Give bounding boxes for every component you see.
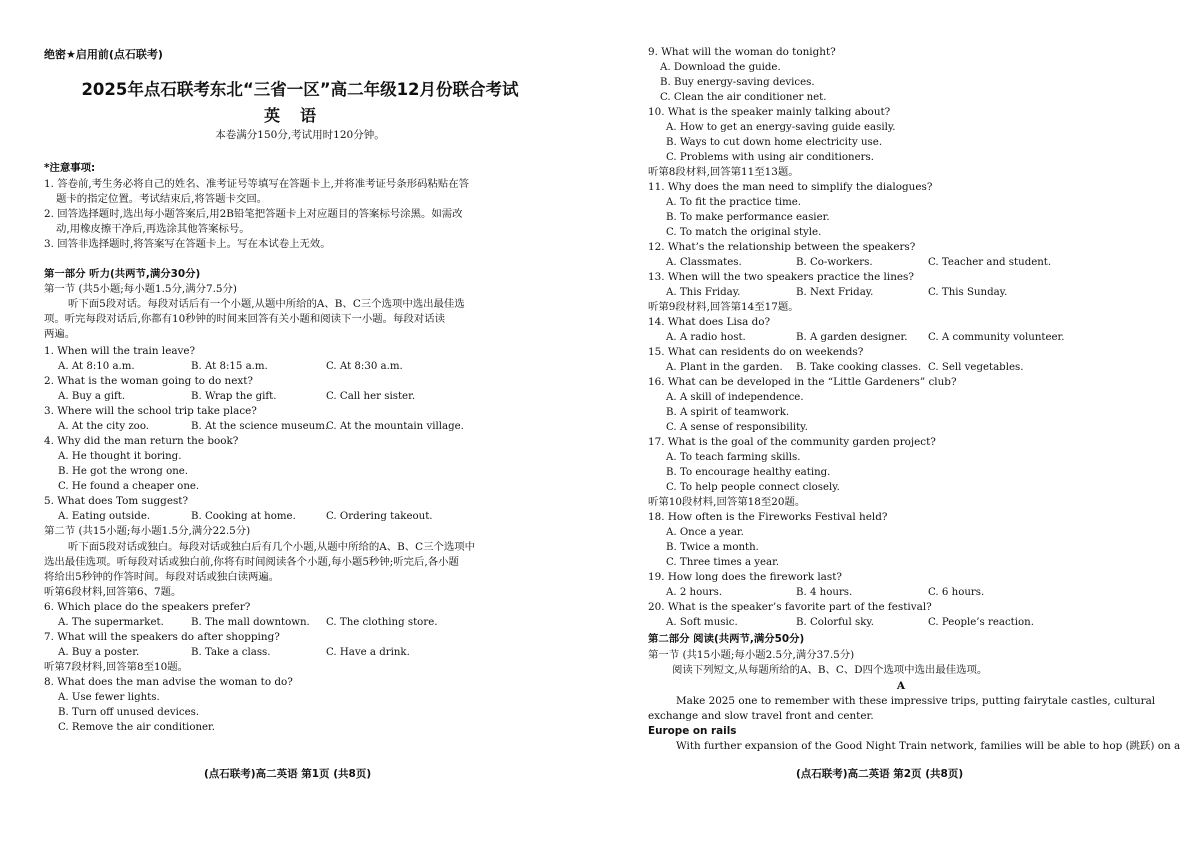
option-c: C. People’s reaction.	[928, 617, 1034, 628]
material-label: 听第8段材料,回答第11至13题。	[648, 166, 799, 178]
section2-instruction: 选出最佳选项。听每段对话或独白前,你将有时间阅读各个小题,每小题5秒钟;听完后,各小题	[44, 556, 459, 568]
section2-instruction: 听下面5段对话或独白。每段对话或独白后有几个小题,从题中所给的A、B、C三个选项中	[68, 541, 476, 553]
option-a: A. A radio host.	[666, 332, 746, 343]
option-b: B. Cooking at home.	[191, 511, 296, 522]
option-b: B. Wrap the gift.	[191, 391, 277, 402]
question: 16. What can be developed in the “Little Gardeners” club?	[648, 376, 957, 388]
option-c: C. Problems with using air conditioners.	[666, 152, 874, 163]
question: 5. What does Tom suggest?	[44, 495, 189, 507]
question: 19. How long does the firework last?	[648, 571, 842, 583]
option-b: B. A garden designer.	[796, 332, 908, 343]
notice-line: 2. 回答选择题时,选出每小题答案后,用2B铅笔把答题卡上对应题目的答案标号涂黑。如需改	[44, 208, 463, 220]
option-b: B. Twice a month.	[666, 542, 759, 553]
option-b: B. Take cooking classes.	[796, 362, 922, 373]
notice-line: 题卡的指定位置。考试结束后,将答题卡交回。	[56, 193, 268, 205]
notice-line: 动,用橡皮擦干净后,再选涂其他答案标号。	[56, 223, 250, 235]
passage-text: With further expansion of the Good Night Train network, families will be able to hop (跳跃) on a	[676, 740, 1181, 752]
question: 12. What’s the relationship between the speakers?	[648, 241, 916, 253]
question: 11. Why does the man need to simplify the dialogues?	[648, 181, 933, 193]
option-c: C. At 8:30 a.m.	[326, 361, 403, 372]
option-c: C. 6 hours.	[928, 587, 985, 598]
exam-title: 2025年点石联考东北“三省一区”高二年级12月份联合考试	[81, 80, 519, 99]
section1-heading: 第一节 (共5小题;每小题1.5分,满分7.5分)	[44, 283, 237, 295]
section1-instruction: 两遍。	[44, 328, 76, 340]
option-c: C. Clean the air conditioner net.	[660, 92, 827, 103]
part1-heading: 第一部分 听力(共两节,满分30分)	[44, 268, 201, 280]
passage-subheading: Europe on rails	[648, 725, 737, 737]
question: 8. What does the man advise the woman to do?	[44, 676, 293, 688]
option-c: C. A community volunteer.	[928, 332, 1065, 343]
question: 15. What can residents do on weekends?	[648, 346, 864, 358]
option-a: A. This Friday.	[666, 287, 741, 298]
confidential-label: 绝密★启用前(点石联考)	[44, 48, 163, 61]
right-page	[648, 0, 1181, 845]
section2-instruction: 将给出5秒钟的作答时间。每段对话或独白读两遍。	[44, 571, 280, 583]
question: 20. What is the speaker’s favorite part of the festival?	[648, 601, 932, 613]
question: 18. How often is the Fireworks Festival held?	[648, 511, 888, 523]
question: 3. Where will the school trip take place?	[44, 405, 257, 417]
passage-text: Make 2025 one to remember with these impressive trips, putting fairytale castles, cultural	[676, 695, 1156, 707]
option-a: A. He thought it boring.	[58, 451, 182, 462]
option-a: A. To teach farming skills.	[666, 452, 801, 463]
option-b: B. Next Friday.	[796, 287, 874, 298]
notice-line: 3. 回答非选择题时,将答案写在答题卡上。写在本试卷上无效。	[44, 238, 331, 250]
option-a: A. Buy a gift.	[58, 391, 126, 402]
option-c: C. A sense of responsibility.	[666, 422, 808, 433]
option-b: B. The mall downtown.	[191, 617, 310, 628]
notice-line: 1. 答卷前,考生务必将自己的姓名、准考证号等填写在答题卡上,并将准考证号条形码粘贴在答	[44, 178, 470, 190]
notice-heading: *注意事项:	[44, 162, 96, 174]
question: 10. What is the speaker mainly talking about?	[648, 106, 891, 118]
option-a: A. Buy a poster.	[58, 647, 140, 658]
section1-instruction: 项。听完每段对话后,你都有10秒钟的时间来回答有关小题和阅读下一小题。每段对话读	[44, 313, 445, 325]
section2-heading: 第二节 (共15小题;每小题1.5分,满分22.5分)	[44, 525, 251, 537]
question: 9. What will the woman do tonight?	[648, 46, 836, 58]
option-b: B. Buy energy-saving devices.	[660, 77, 815, 88]
option-a: A. Plant in the garden.	[666, 362, 783, 373]
page-footer: (点石联考)高二英语 第1页 (共8页)	[204, 768, 372, 780]
question: 17. What is the goal of the community garden project?	[648, 436, 936, 448]
option-c: C. Remove the air conditioner.	[58, 722, 216, 733]
option-a: A. Download the guide.	[660, 62, 781, 73]
section1-instruction: 听下面5段对话。每段对话后有一个小题,从题中所给的A、B、C三个选项中选出最佳选	[68, 298, 465, 310]
option-b: B. Colorful sky.	[796, 617, 875, 628]
part2-heading: 第二部分 阅读(共两节,满分50分)	[648, 633, 805, 645]
question: 7. What will the speakers do after shopping?	[44, 631, 280, 643]
option-b: B. Turn off unused devices.	[58, 707, 200, 718]
option-b: B. A spirit of teamwork.	[666, 407, 790, 418]
question: 4. Why did the man return the book?	[44, 435, 239, 447]
option-b: B. He got the wrong one.	[58, 466, 189, 477]
part2-section1-heading: 第一节 (共15小题;每小题2.5分,满分37.5分)	[648, 649, 855, 661]
question: 14. What does Lisa do?	[648, 316, 771, 328]
subject-title: 英语	[263, 106, 336, 125]
page-footer: (点石联考)高二英语 第2页 (共8页)	[796, 768, 964, 780]
option-c: C. Sell vegetables.	[928, 362, 1024, 373]
option-a: A. To fit the practice time.	[666, 197, 802, 208]
option-b: B. 4 hours.	[796, 587, 853, 598]
option-a: A. Eating outside.	[58, 511, 151, 522]
passage-text: exchange and slow travel front and center.	[648, 710, 874, 722]
option-a: A. The supermarket.	[58, 617, 164, 628]
part2-section1-instruction: 阅读下列短文,从每题所给的A、B、C、D四个选项中选出最佳选项。	[672, 664, 988, 676]
option-b: B. To encourage healthy eating.	[666, 467, 831, 478]
material-label: 听第6段材料,回答第6、7题。	[44, 586, 182, 598]
material-label: 听第9段材料,回答第14至17题。	[648, 301, 799, 313]
option-a: A. How to get an energy-saving guide easily.	[666, 122, 896, 133]
option-c: C. Ordering takeout.	[326, 511, 433, 522]
option-a: A. At the city zoo.	[58, 421, 150, 432]
option-a: A. Classmates.	[666, 257, 742, 268]
option-a: A. Soft music.	[666, 617, 738, 628]
option-c: C. This Sunday.	[928, 287, 1008, 298]
option-a: A. Use fewer lights.	[58, 692, 160, 703]
option-a: A. 2 hours.	[666, 587, 723, 598]
option-b: B. At the science museum.	[191, 421, 329, 432]
option-c: C. Teacher and student.	[928, 257, 1052, 268]
option-a: A. Once a year.	[666, 527, 744, 538]
material-label: 听第10段材料,回答第18至20题。	[648, 496, 806, 508]
question: 1. When will the train leave?	[44, 345, 196, 357]
passage-label: A	[896, 680, 906, 692]
option-c: C. At the mountain village.	[326, 421, 464, 432]
option-b: B. At 8:15 a.m.	[191, 361, 268, 372]
option-b: B. Take a class.	[191, 647, 271, 658]
option-c: C. To help people connect closely.	[666, 482, 840, 493]
option-b: B. Co-workers.	[796, 257, 873, 268]
exam-meta: 本卷满分150分,考试用时120分钟。	[215, 129, 385, 141]
question: 13. When will the two speakers practice the lines?	[648, 271, 914, 283]
option-c: C. Have a drink.	[326, 647, 410, 658]
question: 6. Which place do the speakers prefer?	[44, 601, 251, 613]
material-label: 听第7段材料,回答第8至10题。	[44, 661, 189, 673]
option-c: C. Three times a year.	[666, 557, 780, 568]
option-c: C. The clothing store.	[326, 617, 438, 628]
option-b: B. To make performance easier.	[666, 212, 830, 223]
option-c: C. He found a cheaper one.	[58, 481, 200, 492]
option-a: A. A skill of independence.	[666, 392, 804, 403]
question: 2. What is the woman going to do next?	[44, 375, 253, 387]
left-page	[44, 0, 556, 845]
option-c: C. To match the original style.	[666, 227, 822, 238]
option-b: B. Ways to cut down home electricity use.	[666, 137, 883, 148]
option-a: A. At 8:10 a.m.	[58, 361, 135, 372]
option-c: C. Call her sister.	[326, 391, 416, 402]
